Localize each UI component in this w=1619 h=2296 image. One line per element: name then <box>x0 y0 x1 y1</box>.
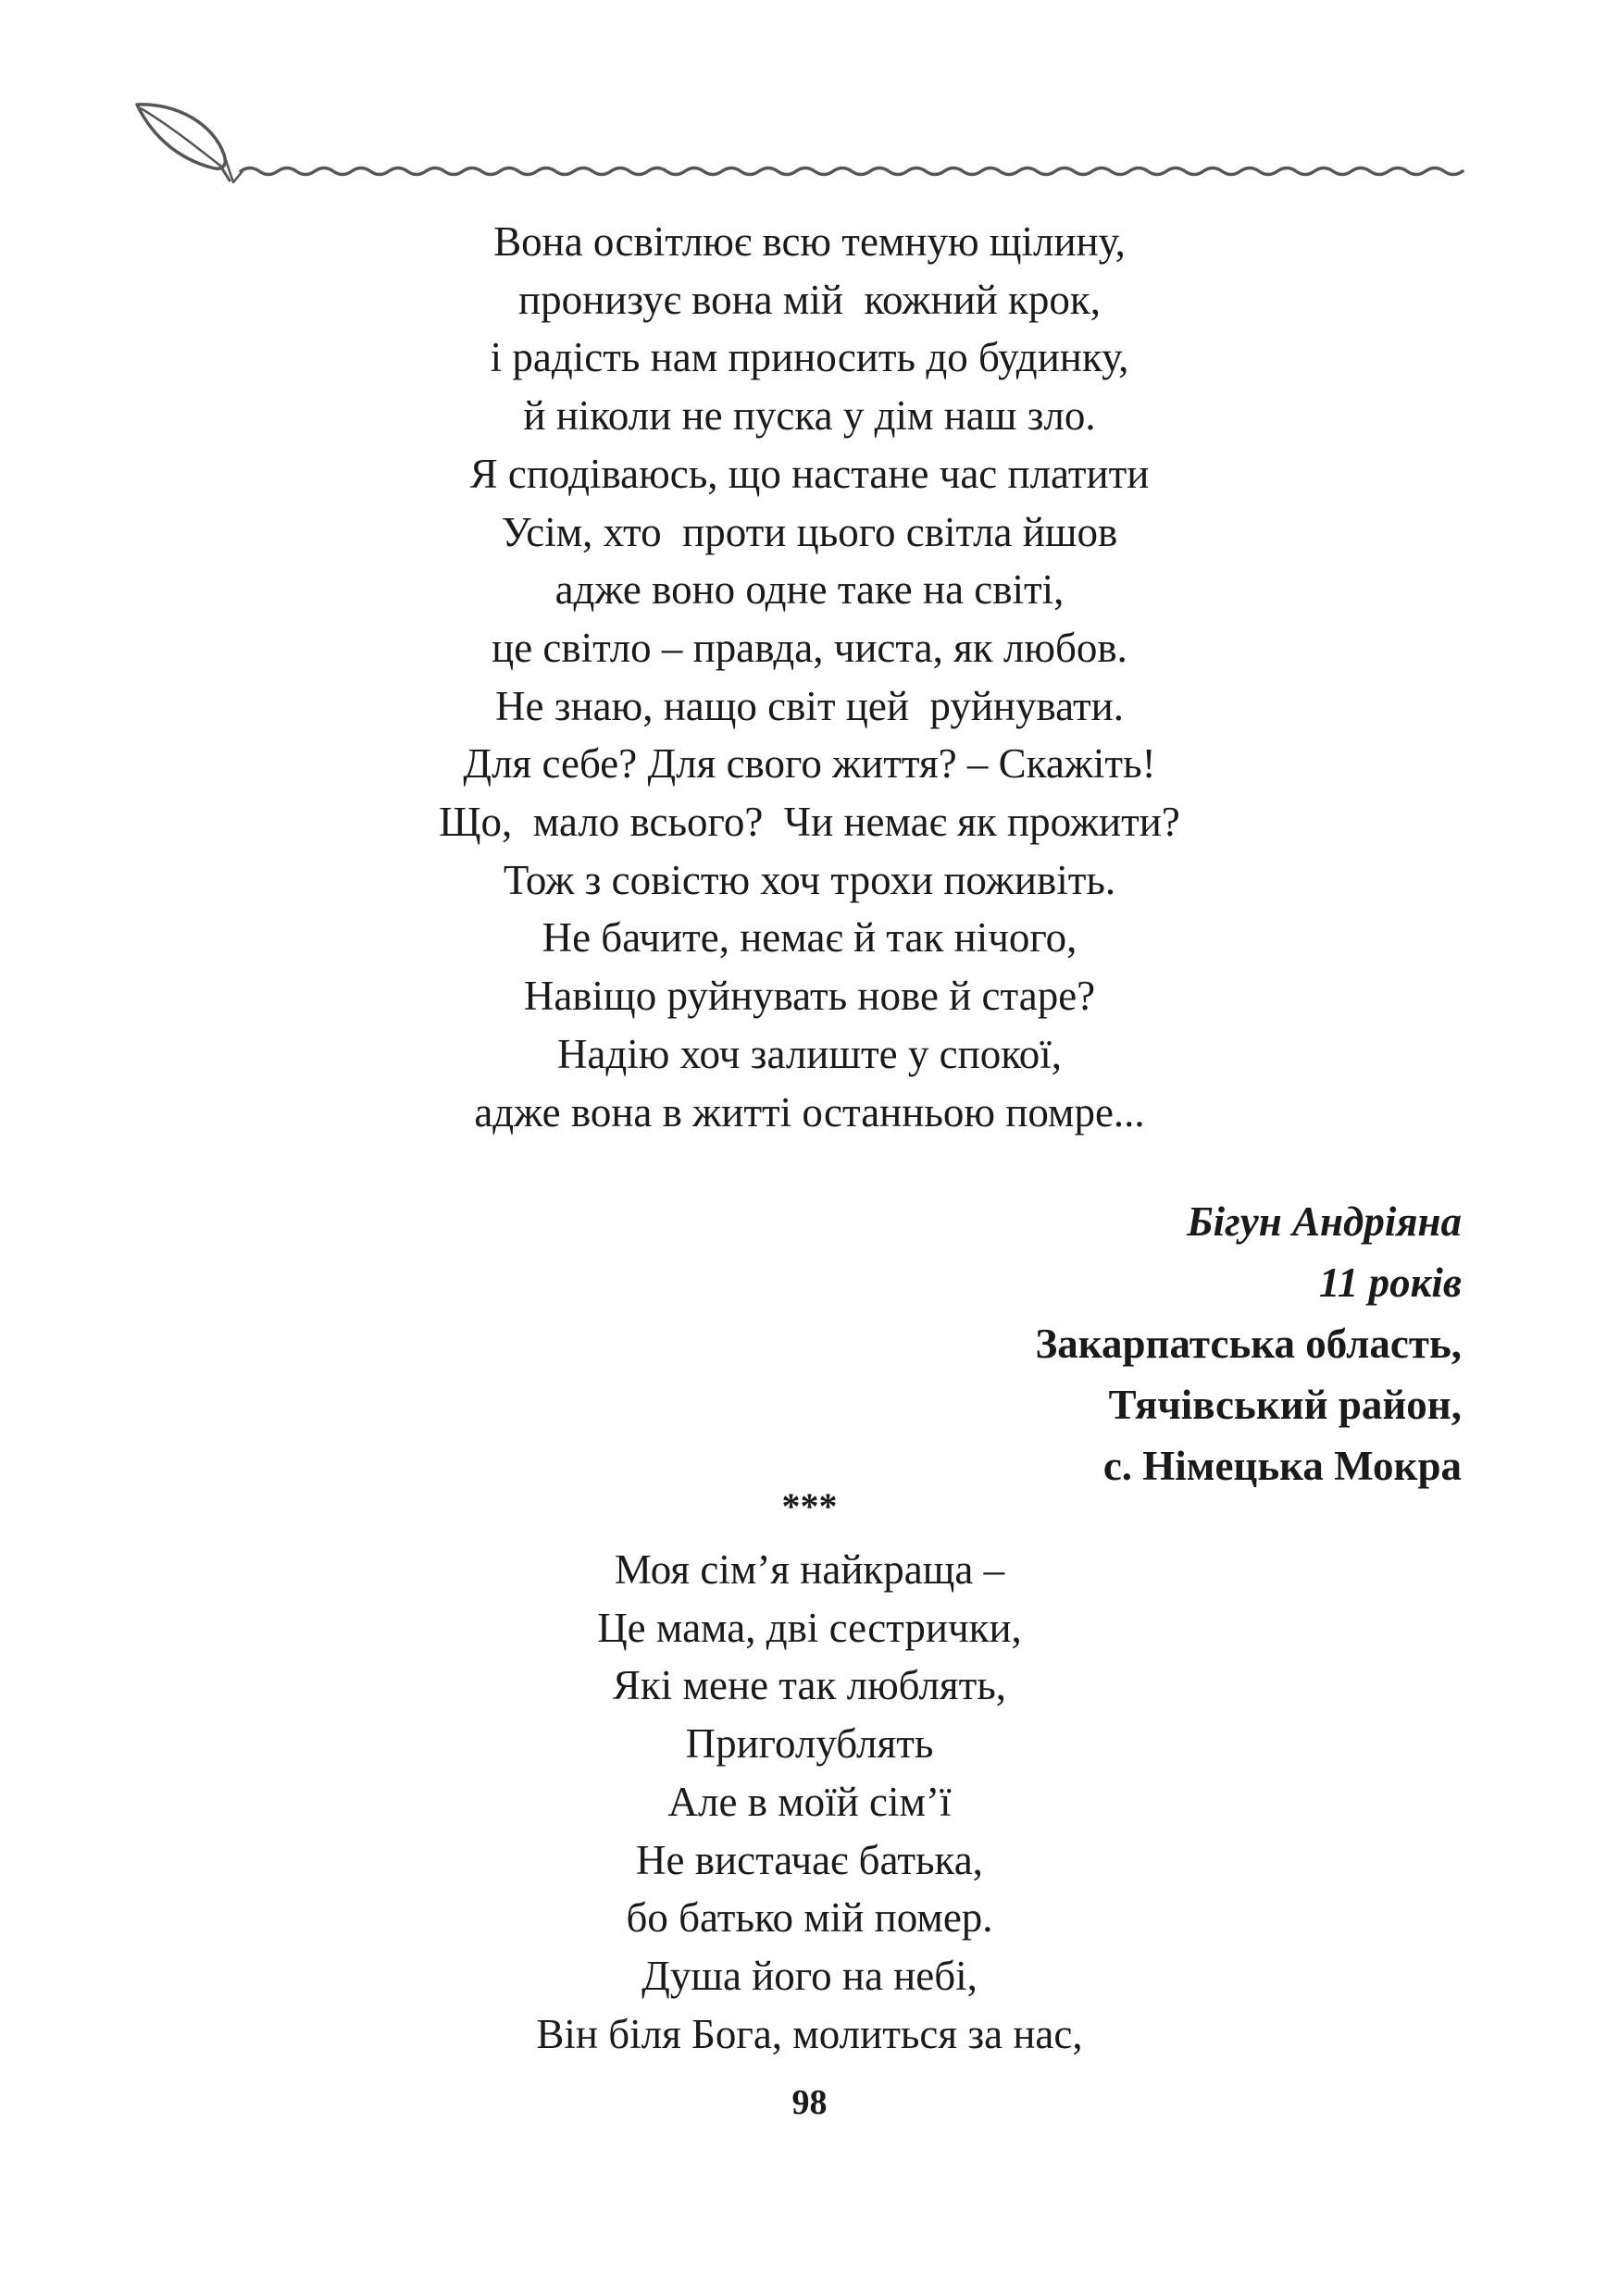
poem-line: Моя сім’я найкраща – <box>614 1546 1005 1593</box>
page-number: 98 <box>791 2083 828 2122</box>
poem-line: бо батько мій помер. <box>626 1894 993 1942</box>
author-name: Бігун Андріяна <box>1187 1198 1462 1245</box>
poem-line: Не вистачає батька, <box>636 1836 983 1883</box>
author-signature <box>1036 1191 1462 1496</box>
author-age: 11 років <box>1318 1260 1462 1306</box>
feather-icon <box>137 105 243 182</box>
section-separator: *** <box>781 1485 838 1527</box>
poem-line: Це мама, дві сестрички, <box>597 1604 1022 1651</box>
poem-line: Усім, хто проти цього світла йшов <box>501 508 1118 555</box>
poem-line: Які мене так люблять, <box>612 1662 1007 1709</box>
author-village: с. Німецька Мокра <box>1102 1443 1462 1489</box>
poem-line: адже воно одне таке на світі, <box>554 566 1065 614</box>
poem-first <box>0 213 1619 1141</box>
wavy-divider <box>241 168 1463 175</box>
poem-line: Для себе? Для свого життя? – Скажіть! <box>463 740 1156 788</box>
poem-line: Він біля Бога, молиться за нас, <box>536 2010 1083 2057</box>
poem-line: Приголублять <box>685 1720 934 1768</box>
author-district: Тячівський район, <box>1108 1382 1462 1428</box>
poem-line: Навіщо руйнувать нове й старе? <box>523 973 1096 1020</box>
header-ornament <box>120 97 1472 199</box>
poem-line: Душа його на небі, <box>641 1952 978 1999</box>
poem-line: Я сподіваюсь, що настане час платити <box>469 450 1150 497</box>
poem-line: адже вона в житті останньою помре... <box>474 1088 1145 1136</box>
poem-line: Тож з совістю хоч трохи поживіть. <box>503 856 1116 903</box>
author-region: Закарпатська область, <box>1035 1321 1462 1367</box>
poem-line: і радість нам приносить до будинку, <box>490 334 1129 381</box>
poem-line: Не знаю, нащо світ цей руйнувати. <box>495 682 1124 729</box>
poem-line: Надію хоч залиште у спокої, <box>556 1030 1063 1077</box>
poem-line: Але в моїй сім’ї <box>667 1778 952 1825</box>
poem-line: й ніколи не пуска у дім наш зло. <box>523 392 1096 440</box>
poem-line: Не бачите, немає й так нічого, <box>542 914 1077 962</box>
poem-line: пронизує вона мій кожний крок, <box>518 276 1101 323</box>
poem-line: Вона освітлює всю темную щілину, <box>493 218 1126 265</box>
poem-line: Що, мало всього? Чи немає як прожити? <box>439 799 1180 846</box>
poem-second <box>0 1541 1619 2063</box>
poem-line: це світло – правда, чиста, як любов. <box>492 624 1127 671</box>
